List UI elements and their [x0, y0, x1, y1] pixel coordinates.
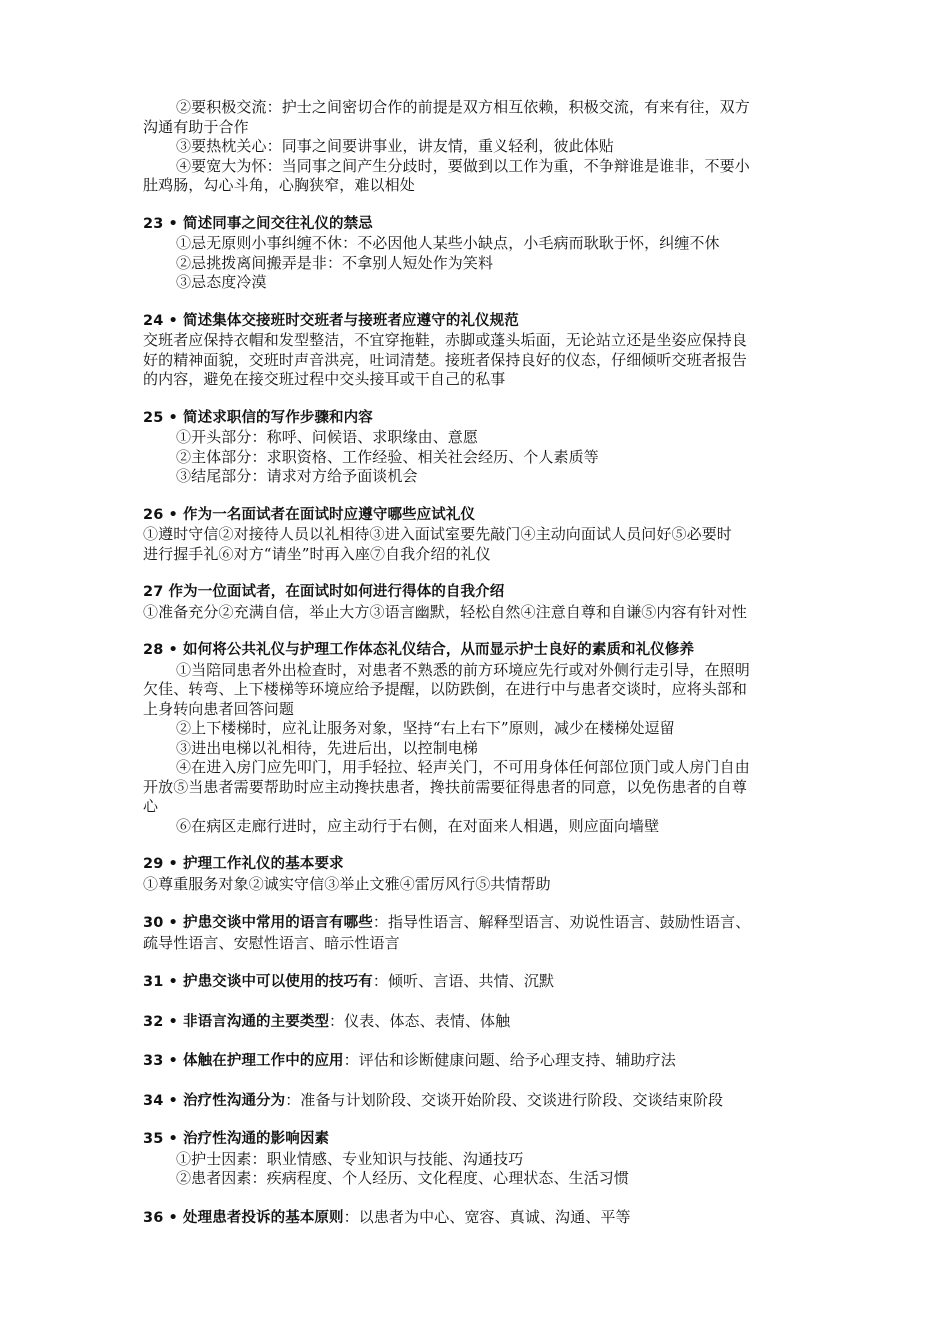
question-inline — [143, 1051, 823, 1072]
question-34 — [143, 1091, 823, 1112]
intro-item-continuation: 肚鸡肠，勾心斗角，心胸狭窄，难以相处 — [143, 176, 415, 194]
answer-item: ②患者因素：疾病程度、个人经历、文化程度、心理状态、生活习惯 — [176, 1169, 630, 1187]
answer-line: 交班者应保持衣帽和发型整洁，不宜穿拖鞋，赤脚或蓬头垢面，无论站立还是坐姿应保持良 — [143, 331, 748, 349]
question-title: 29 • 护理工作礼仪的基本要求 — [143, 856, 344, 872]
answer-item: ①忌无原则小事纠缠不休：不必因他人某些小缺点，小毛病而耿耿于怀，纠缠不休 — [176, 234, 720, 252]
answer-line: 好的精神面貌，交班时声音洪亮，吐词清楚。接班者保持良好的仪态，仔细倾听交班者报告 — [143, 350, 748, 369]
answer-inline: ：评估和诊断健康问题、给予心理支持、辅助疗法 — [343, 1051, 676, 1069]
question-35 — [143, 1130, 823, 1189]
question-title: 33 • 体触在护理工作中的应用 — [143, 1053, 344, 1069]
question-32 — [143, 1012, 823, 1033]
question-inline — [143, 1091, 823, 1112]
question-title: 31 • 护患交谈中可以使用的技巧有 — [143, 974, 373, 990]
answer-line: ②上下楼梯时，应礼让服务对象，坚持“右上右下”原则，减少在楼梯处逗留 — [176, 719, 675, 737]
intro-item: ④要宽大为怀：当同事之间产生分歧时，要做到以工作为重，不争辩谁是谁非，不要小 — [176, 156, 750, 175]
answer-inline: ：准备与计划阶段、交谈开始阶段、交谈进行阶段、交谈结束阶段 — [285, 1090, 724, 1109]
question-inline — [143, 1012, 823, 1033]
answer-line: 心 — [143, 797, 159, 815]
question-36 — [143, 1208, 823, 1229]
question-24 — [143, 312, 823, 390]
answer-line: ①尊重服务对象②诚实守信③举止文雅④雷厉风行⑤共情帮助 — [143, 874, 551, 893]
answer-item: ①开头部分：称呼、问候语、求职缘由、意愿 — [176, 428, 479, 446]
question-title: 35 • 治疗性沟通的影响因素 — [143, 1131, 330, 1147]
question-27 — [143, 583, 823, 622]
answer-item: ②忌挑拨离间搬弄是非：不拿别人短处作为笑料 — [176, 253, 494, 272]
document-page — [143, 98, 823, 1228]
question-23 — [143, 215, 823, 293]
answer-item: ③忌态度冷漠 — [176, 273, 267, 291]
question-inline — [143, 913, 823, 934]
question-29 — [143, 855, 823, 894]
question-title: 32 • 非语言沟通的主要类型 — [143, 1013, 330, 1030]
answer-inline: ：仪表、体态、表情、体触 — [329, 1011, 511, 1030]
question-title: 36 • 处理患者投诉的基本原则 — [143, 1209, 344, 1226]
question-title: 34 • 治疗性沟通分为 — [143, 1092, 286, 1109]
question-title: 28 • 如何将公共礼仪与护理工作体态礼仪结合，从而显示护士良好的素质和礼仪修养 — [143, 642, 695, 658]
question-inline — [143, 972, 823, 993]
answer-line: 的内容，避免在接交班过程中交头接耳或干自己的私事 — [143, 370, 506, 388]
answer-line: 欠佳、转弯、上下楼梯等环境应给予提醒，以防跌倒，在进行中与患者交谈时，应将头部和 — [143, 680, 748, 698]
question-title: 24 • 简述集体交接班时交班者与接班者应遵守的礼仪规范 — [143, 312, 519, 329]
answer-item: ①护士因素：职业情感、专业知识与技能、沟通技巧 — [176, 1149, 524, 1168]
question-title: 30 • 护患交谈中常用的语言有哪些 — [143, 915, 373, 931]
answer-line: 上身转向患者回答问题 — [143, 699, 295, 718]
question-inline — [143, 1208, 823, 1229]
answer-line: ①准备充分②充满自信，举止大方③语言幽默，轻松自然④注意自尊和自谦⑤内容有针对性 — [143, 602, 748, 621]
question-28 — [143, 641, 823, 836]
intro-section — [143, 98, 823, 196]
question-31 — [143, 972, 823, 993]
question-26 — [143, 506, 823, 565]
answer-line: ③进出电梯以礼相待，先进后出，以控制电梯 — [176, 738, 479, 757]
question-title: 25 • 简述求职信的写作步骤和内容 — [143, 409, 373, 426]
answer-line: 进行握手礼⑥对方“请坐”时再入座⑦自我介绍的礼仪 — [143, 544, 491, 563]
intro-item: ②要积极交流：护士之间密切合作的前提是双方相互依赖，积极交流，有来有往，双方 — [176, 98, 750, 116]
question-30 — [143, 913, 823, 953]
answer-line: ①遵时守信②对接待人员以礼相待③进入面试室要先敲门④主动向面试人员问好⑤必要时 — [143, 525, 732, 543]
question-33 — [143, 1051, 823, 1072]
question-25 — [143, 409, 823, 487]
answer-inline: ：指导性语言、解释型语言、劝说性语言、鼓励性语言、 — [372, 913, 751, 931]
answer-line: ①当陪同患者外出检查时，对患者不熟悉的前方环境应先行或对外侧行走引导，在照明 — [176, 660, 750, 679]
answer-line: ⑥在病区走廊行进时，应主动行于右侧，在对面来人相遇，则应面向墙壁 — [176, 816, 660, 835]
intro-item-continuation: 沟通有助于合作 — [143, 117, 249, 136]
answer-line: ④在进入房门应先叩门，用手轻拉、轻声关门，不可用身体任何部位顶门或人房门自由 — [176, 758, 750, 776]
question-title: 26 • 作为一名面试者在面试时应遵守哪些应试礼仪 — [143, 506, 476, 523]
answer-inline: ：以患者为中心、宽容、真诚、沟通、平等 — [343, 1207, 631, 1226]
question-title: 27 作为一位面试者，在面试时如何进行得体的自我介绍 — [143, 584, 505, 600]
answer-line: 疏导性语言、安慰性语言、暗示性语言 — [143, 933, 400, 952]
answer-inline: ：倾听、言语、共情、沉默 — [372, 972, 555, 990]
question-title: 23 • 简述同事之间交往礼仪的禁忌 — [143, 215, 373, 232]
answer-line: 开放⑤当患者需要帮助时应主动搀扶患者，搀扶前需要征得患者的同意，以免伤患者的自尊 — [143, 777, 748, 796]
intro-item: ③要热枕关心：同事之间要讲事业，讲友情，重义轻利，彼此体贴 — [176, 137, 614, 155]
answer-item: ②主体部分：求职资格、工作经验、相关社会经历、个人素质等 — [176, 447, 599, 466]
answer-item: ③结尾部分：请求对方给予面谈机会 — [176, 467, 418, 485]
